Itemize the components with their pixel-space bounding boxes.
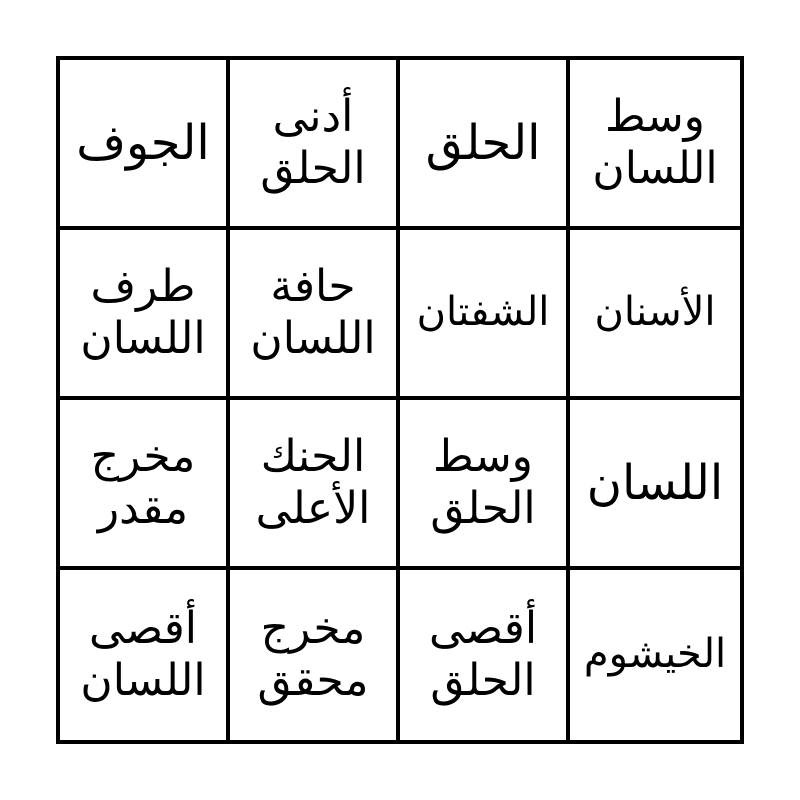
board-cell-r1-c3[interactable] [570, 230, 740, 400]
board-cell-r2-c1[interactable] [230, 400, 400, 570]
cell-label: طرف اللسان [80, 261, 206, 364]
board-cell-r3-c0[interactable] [60, 570, 230, 740]
cell-label: مخرج محقق [257, 603, 369, 706]
cell-label: حافة اللسان [250, 261, 376, 364]
bingo-board [56, 56, 744, 744]
cell-label: الأسنان [594, 289, 716, 336]
cell-label: الحلق [425, 114, 541, 171]
cell-label: وسط اللسان [592, 91, 718, 194]
board-cell-r3-c3[interactable] [570, 570, 740, 740]
cell-label: وسط الحلق [430, 431, 536, 534]
board-cell-r1-c1[interactable] [230, 230, 400, 400]
board-cell-r3-c1[interactable] [230, 570, 400, 740]
cell-label: اللسان [586, 454, 724, 511]
cell-label: الخيشوم [583, 631, 727, 678]
cell-label: أقصى الحلق [428, 603, 538, 706]
board-cell-r1-c0[interactable] [60, 230, 230, 400]
board-cell-r2-c0[interactable] [60, 400, 230, 570]
cell-label: أدنى الحلق [260, 91, 366, 194]
cell-label: الشفتان [416, 289, 550, 336]
cell-label: الجوف [76, 114, 210, 171]
board-cell-r0-c3[interactable] [570, 60, 740, 230]
board-cell-r0-c2[interactable] [400, 60, 570, 230]
board-cell-r2-c3[interactable] [570, 400, 740, 570]
cell-label: الحنك الأعلى [255, 431, 371, 534]
board-cell-r3-c2[interactable] [400, 570, 570, 740]
board-cell-r0-c0[interactable] [60, 60, 230, 230]
cell-label: مخرج مقدر [90, 431, 196, 534]
board-cell-r0-c1[interactable] [230, 60, 400, 230]
cell-label: أقصى اللسان [80, 603, 206, 706]
board-cell-r1-c2[interactable] [400, 230, 570, 400]
board-cell-r2-c2[interactable] [400, 400, 570, 570]
